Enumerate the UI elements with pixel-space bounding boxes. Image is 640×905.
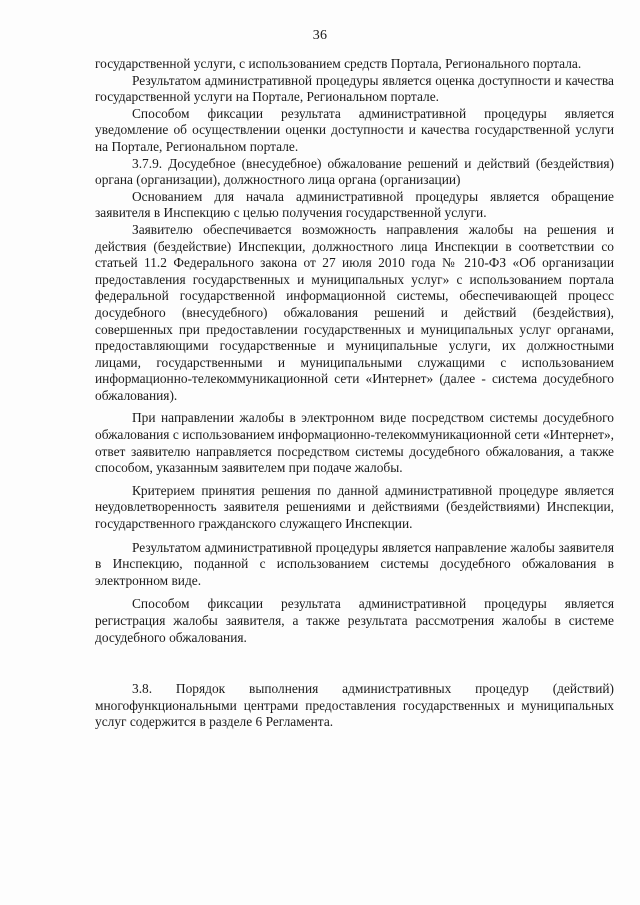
paragraph-basis: Основанием для начала административной процедуры является обращение заявителя в Инспекцию с целью получения государственной услуги. (95, 188, 614, 221)
paragraph-procedure-result: Результатом административной процедуры является направление жалобы заявителя в Инспекцию, поданной с использованием системы досудебного обжалования в электронном виде. (95, 539, 614, 588)
paragraph-result-fixation: Способом фиксации результата административной процедуры является регистрация жалобы заявителя, а также результата рассмотрения жалобы в системе досудебного обжалования. (95, 596, 614, 645)
paragraph-decision-criterion: Критерием принятия решения по данной административной процедуре является неудовлетворенность заявителя решениями и действиями (бездействиями) Инспекции, государственного гражданского служащего Инспекции. (95, 482, 614, 532)
paragraph-electronic-complaint: При направлении жалобы в электронном виде посредством системы досудебного обжалования с использованием информационно-телекоммуникационной сети «Интернет», ответ заявителю направляется посредством системы досудебного обжалования, а также способом, указанным заявителем при подаче жалобы. (95, 410, 614, 476)
paragraph-fixation-method: Способом фиксации результата административной процедуры является уведомление об осуществлении оценки доступности и качества государственной услуги на Портале, Региональном портале. (95, 105, 614, 154)
page-number: 36 (312, 28, 328, 43)
document-body (95, 56, 614, 731)
paragraph-result: Результатом административной процедуры является оценка доступности и качества государственной услуги на Портале, Региональном портале. (95, 72, 614, 105)
section-heading-3-7-9: 3.7.9. Досудебное (внесудебное) обжалование решений и действий (бездействия) органа (организации), должностного лица органа (организации) (95, 155, 614, 188)
paragraph-complaint-possibility: Заявителю обеспечивается возможность направления жалобы на решения и действия (бездействие) Инспекции, должностного лица Инспекции в соответствии со статьей 11.2 Федерального закона от 27 июля 2010 года № 210-ФЗ «Об организации предоставления государственных и муниципальных услуг» с использованием портала федеральной государственной информационной системы, обеспечивающей процесс досудебного (внесудебного) обжалования решений и действий (бездействия), совершенных при предоставлении государственных и муниципальных услуг органами, предоставляющими государственные и муниципальные услуги, их должностными лицами, государственными и муниципальными служащими с использованием информационно-телекоммуникационной сети «Интернет» (далее - система досудебного обжалования). (95, 221, 614, 403)
paragraph-continuation: государственной услуги, с использованием средств Портала, Регионального портала. (95, 56, 582, 71)
section-3-8-paragraph: 3.8. Порядок выполнения административных процедур (действий) многофункциональными центрами предоставления государственных и муниципальных услуг содержится в разделе 6 Регламента. (95, 681, 614, 730)
